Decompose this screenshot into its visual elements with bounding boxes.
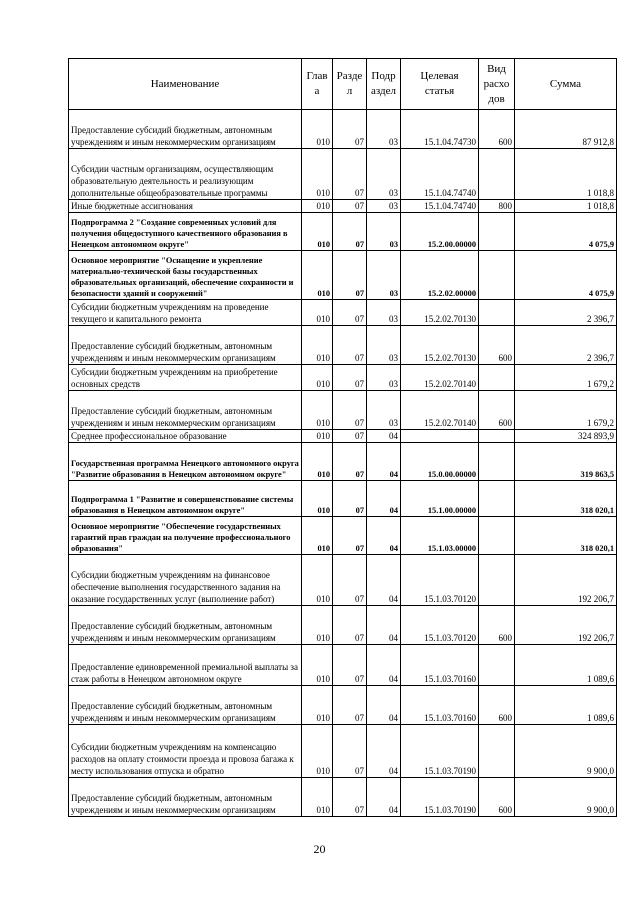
row-name-cell: Субсидии бюджетным учреждениям на приобретение основных средств xyxy=(69,365,302,391)
table-row xyxy=(69,686,617,725)
row-name-cell: Субсидии бюджетным учреждениям на компенсацию расходов на оплату стоимости проезда и провоза багажа к месту использования отпуска и обратно xyxy=(69,725,302,778)
row-amount-cell: 9 900,0 xyxy=(515,778,617,817)
row-expense-type-cell xyxy=(479,430,515,443)
row-expense-type-cell: 600 xyxy=(479,606,515,645)
row-amount-cell: 318 020,1 xyxy=(515,517,617,555)
row-expense-type-cell: 600 xyxy=(479,391,515,430)
row-subsection-cell: 03 xyxy=(367,200,401,213)
row-subsection-cell: 04 xyxy=(367,517,401,555)
row-chapter-cell: 010 xyxy=(302,686,333,725)
table-row xyxy=(69,443,617,481)
row-subsection-cell: 04 xyxy=(367,555,401,606)
row-name-cell: Предоставление субсидий бюджетным, автономным учреждениям и иным некоммерческим организациям xyxy=(69,778,302,817)
row-section-cell: 07 xyxy=(333,725,367,778)
row-name-cell: Субсидии бюджетным учреждениям на финансовое обеспечение выполнения государственного задания на оказание государственных услуг (выполнение работ) xyxy=(69,555,302,606)
table-row xyxy=(69,481,617,517)
row-target-article-cell: 15.2.02.70130 xyxy=(401,326,479,365)
header-subsection: Подр аздел xyxy=(367,59,401,110)
row-amount-cell: 1 679,2 xyxy=(515,391,617,430)
table-row xyxy=(69,326,617,365)
row-chapter-cell: 010 xyxy=(302,430,333,443)
row-target-article-cell: 15.2.02.00000 xyxy=(401,251,479,300)
row-amount-cell: 9 900,0 xyxy=(515,725,617,778)
row-name-cell: Основное мероприятие "Обеспечение государственных гарантий прав граждан на получение профессионального образования" xyxy=(69,517,302,555)
table-row xyxy=(69,391,617,430)
row-name-cell: Предоставление субсидий бюджетным, автономным учреждениям и иным некоммерческим организациям xyxy=(69,606,302,645)
row-chapter-cell: 010 xyxy=(302,606,333,645)
table-row xyxy=(69,778,617,817)
budget-table xyxy=(68,58,617,817)
table-row xyxy=(69,200,617,213)
row-amount-cell: 4 075,9 xyxy=(515,213,617,251)
row-chapter-cell: 010 xyxy=(302,200,333,213)
row-chapter-cell: 010 xyxy=(302,443,333,481)
row-chapter-cell: 010 xyxy=(302,110,333,149)
row-subsection-cell: 03 xyxy=(367,391,401,430)
row-expense-type-cell xyxy=(479,443,515,481)
row-section-cell: 07 xyxy=(333,149,367,200)
row-name-cell: Государственная программа Ненецкого автономного округа "Развитие образования в Ненецком автономном округе" xyxy=(69,443,302,481)
row-chapter-cell: 010 xyxy=(302,326,333,365)
row-subsection-cell: 03 xyxy=(367,365,401,391)
table-row xyxy=(69,430,617,443)
row-chapter-cell: 010 xyxy=(302,725,333,778)
row-expense-type-cell xyxy=(479,517,515,555)
row-amount-cell: 2 396,7 xyxy=(515,300,617,326)
table-row xyxy=(69,213,617,251)
row-chapter-cell: 010 xyxy=(302,300,333,326)
row-section-cell: 07 xyxy=(333,517,367,555)
row-subsection-cell: 04 xyxy=(367,443,401,481)
row-section-cell: 07 xyxy=(333,213,367,251)
row-target-article-cell: 15.2.00.00000 xyxy=(401,213,479,251)
header-name: Наименование xyxy=(69,59,302,110)
row-chapter-cell: 010 xyxy=(302,365,333,391)
header-chapter: Глав а xyxy=(302,59,333,110)
table-row xyxy=(69,110,617,149)
table-row xyxy=(69,725,617,778)
row-target-article-cell: 15.1.03.70120 xyxy=(401,606,479,645)
row-subsection-cell: 03 xyxy=(367,110,401,149)
row-name-cell: Предоставление субсидий бюджетным, автономным учреждениям и иным некоммерческим организациям xyxy=(69,110,302,149)
row-target-article-cell: 15.1.03.70190 xyxy=(401,778,479,817)
row-subsection-cell: 03 xyxy=(367,300,401,326)
row-subsection-cell: 04 xyxy=(367,430,401,443)
header-section: Разде л xyxy=(333,59,367,110)
row-name-cell: Субсидии частным организациям, осуществляющим образовательную деятельность и реализующим дополнительные общеобразовательные программы xyxy=(69,149,302,200)
row-expense-type-cell: 600 xyxy=(479,110,515,149)
row-section-cell: 07 xyxy=(333,606,367,645)
row-name-cell: Предоставление субсидий бюджетным, автономным учреждениям и иным некоммерческим организациям xyxy=(69,326,302,365)
row-subsection-cell: 04 xyxy=(367,645,401,686)
header-expense-type: Вид расхо дов xyxy=(479,59,515,110)
row-chapter-cell: 010 xyxy=(302,251,333,300)
row-section-cell: 07 xyxy=(333,686,367,725)
table-row xyxy=(69,606,617,645)
row-name-cell: Предоставление единовременной премиальной выплаты за стаж работы в Ненецком автономном округе xyxy=(69,645,302,686)
row-amount-cell: 1 018,8 xyxy=(515,200,617,213)
row-chapter-cell: 010 xyxy=(302,391,333,430)
row-chapter-cell: 010 xyxy=(302,778,333,817)
row-section-cell: 07 xyxy=(333,555,367,606)
row-expense-type-cell xyxy=(479,365,515,391)
row-target-article-cell: 15.1.03.00000 xyxy=(401,517,479,555)
row-name-cell: Подпрограмма 1 "Развитие и совершенствование системы образования в Ненецком автономном округе" xyxy=(69,481,302,517)
row-section-cell: 07 xyxy=(333,200,367,213)
row-section-cell: 07 xyxy=(333,481,367,517)
header-target-article: Целевая статья xyxy=(401,59,479,110)
header-amount: Сумма xyxy=(515,59,617,110)
row-expense-type-cell: 600 xyxy=(479,326,515,365)
table-body xyxy=(69,110,617,817)
row-expense-type-cell: 600 xyxy=(479,778,515,817)
row-amount-cell: 318 020,1 xyxy=(515,481,617,517)
row-target-article-cell: 15.1.04.74730 xyxy=(401,110,479,149)
row-target-article-cell: 15.1.03.70190 xyxy=(401,725,479,778)
row-chapter-cell: 010 xyxy=(302,555,333,606)
row-chapter-cell: 010 xyxy=(302,645,333,686)
row-subsection-cell: 04 xyxy=(367,606,401,645)
row-subsection-cell: 03 xyxy=(367,149,401,200)
row-subsection-cell: 03 xyxy=(367,251,401,300)
row-section-cell: 07 xyxy=(333,430,367,443)
table-row xyxy=(69,645,617,686)
row-expense-type-cell: 800 xyxy=(479,200,515,213)
row-subsection-cell: 04 xyxy=(367,778,401,817)
row-subsection-cell: 03 xyxy=(367,213,401,251)
row-expense-type-cell xyxy=(479,300,515,326)
row-amount-cell: 192 206,7 xyxy=(515,606,617,645)
row-name-cell: Иные бюджетные ассигнования xyxy=(69,200,302,213)
row-subsection-cell: 04 xyxy=(367,725,401,778)
row-section-cell: 07 xyxy=(333,645,367,686)
row-chapter-cell: 010 xyxy=(302,517,333,555)
row-section-cell: 07 xyxy=(333,300,367,326)
row-chapter-cell: 010 xyxy=(302,213,333,251)
row-section-cell: 07 xyxy=(333,365,367,391)
row-amount-cell: 1 679,2 xyxy=(515,365,617,391)
row-expense-type-cell xyxy=(479,481,515,517)
row-amount-cell: 1 089,6 xyxy=(515,686,617,725)
row-target-article-cell: 15.2.02.70130 xyxy=(401,300,479,326)
row-amount-cell: 87 912,8 xyxy=(515,110,617,149)
row-section-cell: 07 xyxy=(333,251,367,300)
row-target-article-cell: 15.2.02.70140 xyxy=(401,391,479,430)
row-target-article-cell: 15.1.04.74740 xyxy=(401,200,479,213)
row-target-article-cell: 15.1.00.00000 xyxy=(401,481,479,517)
row-chapter-cell: 010 xyxy=(302,481,333,517)
row-subsection-cell: 03 xyxy=(367,326,401,365)
row-expense-type-cell xyxy=(479,149,515,200)
row-amount-cell: 324 893,9 xyxy=(515,430,617,443)
row-name-cell: Субсидии бюджетным учреждениям на проведение текущего и капитального ремонта xyxy=(69,300,302,326)
row-expense-type-cell xyxy=(479,213,515,251)
row-section-cell: 07 xyxy=(333,391,367,430)
table-row xyxy=(69,555,617,606)
row-expense-type-cell: 600 xyxy=(479,686,515,725)
table-row xyxy=(69,149,617,200)
row-name-cell: Предоставление субсидий бюджетным, автономным учреждениям и иным некоммерческим организациям xyxy=(69,391,302,430)
row-expense-type-cell xyxy=(479,251,515,300)
row-target-article-cell: 15.1.04.74740 xyxy=(401,149,479,200)
row-amount-cell: 319 863,5 xyxy=(515,443,617,481)
row-subsection-cell: 04 xyxy=(367,481,401,517)
row-target-article-cell: 15.1.03.70160 xyxy=(401,686,479,725)
row-expense-type-cell xyxy=(479,555,515,606)
row-target-article-cell: 15.1.03.70160 xyxy=(401,645,479,686)
row-section-cell: 07 xyxy=(333,326,367,365)
row-amount-cell: 4 075,9 xyxy=(515,251,617,300)
table-row xyxy=(69,300,617,326)
row-expense-type-cell xyxy=(479,725,515,778)
table-header-row xyxy=(69,59,617,110)
row-amount-cell: 2 396,7 xyxy=(515,326,617,365)
row-amount-cell: 1 089,6 xyxy=(515,645,617,686)
row-target-article-cell: 15.0.00.00000 xyxy=(401,443,479,481)
row-name-cell: Предоставление субсидий бюджетным, автономным учреждениям и иным некоммерческим организациям xyxy=(69,686,302,725)
table-row xyxy=(69,251,617,300)
row-amount-cell: 1 018,8 xyxy=(515,149,617,200)
table-row xyxy=(69,365,617,391)
page-number: 20 xyxy=(313,842,326,856)
row-section-cell: 07 xyxy=(333,110,367,149)
row-amount-cell: 192 206,7 xyxy=(515,555,617,606)
row-target-article-cell: 15.2.02.70140 xyxy=(401,365,479,391)
row-expense-type-cell xyxy=(479,645,515,686)
row-chapter-cell: 010 xyxy=(302,149,333,200)
row-name-cell: Основное мероприятие "Оснащение и укрепление материально-технической базы государственных образовательных организаций, обеспечение сохранности и безопасности зданий и сооружений" xyxy=(69,251,302,300)
row-section-cell: 07 xyxy=(333,778,367,817)
row-name-cell: Среднее профессиональное образование xyxy=(69,430,302,443)
row-section-cell: 07 xyxy=(333,443,367,481)
row-name-cell: Подпрограмма 2 "Создание современных условий для получения общедоступного качественного образования в Ненецком автономном округе" xyxy=(69,213,302,251)
table-row xyxy=(69,517,617,555)
row-subsection-cell: 04 xyxy=(367,686,401,725)
row-target-article-cell xyxy=(401,430,479,443)
row-target-article-cell: 15.1.03.70120 xyxy=(401,555,479,606)
